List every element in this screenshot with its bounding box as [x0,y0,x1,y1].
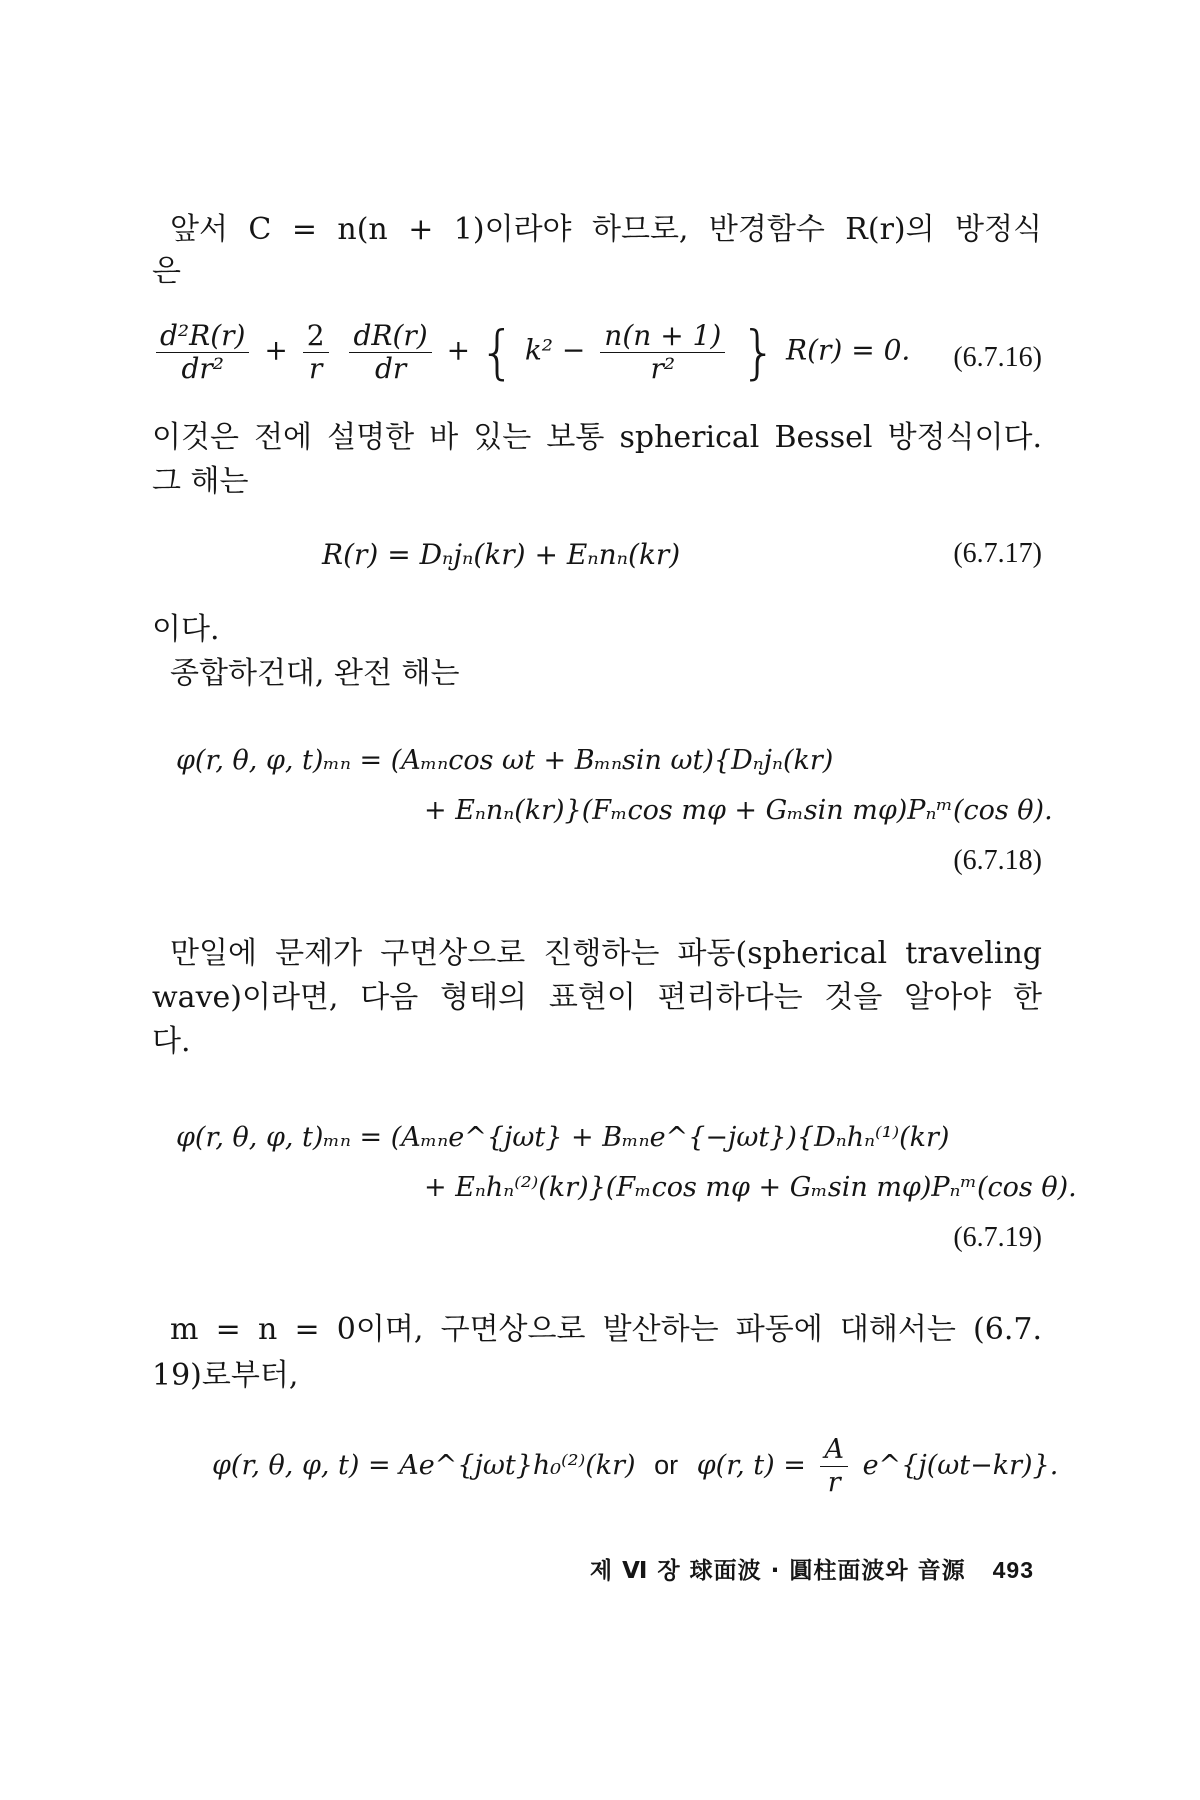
footer-page-number: 493 [992,1557,1034,1583]
equation-6-7-17: R(r) = Dₙjₙ(kr) + Eₙnₙ(kr) [322,538,681,571]
equation-radiating-wave [212,1434,1058,1499]
eq16-frac4-denominator: r² [650,351,676,385]
equation-6-7-19-line-1: φ(r, θ, φ, t)ₘₙ = (Aₘₙe^{jωt} + Bₘₙe^{−jωt}){Dₙhₙ⁽¹⁾(kr) [176,1122,950,1153]
equation-number-6-7-16: (6.7.16) [953,342,1042,373]
footer-chapter-title: 제 Ⅵ 장 球面波 · 圓柱面波와 音源 [589,1558,966,1584]
paragraph-5-line-1: 만일에 문제가 구면상으로 진행하는 파동(spherical traveling [170,936,1042,971]
equation-6-7-18-line-2: + Eₙnₙ(kr)}(Fₘcos mφ + Gₘsin mφ)Pₙᵐ(cos θ). [424,795,1053,826]
eq20-part-3: e^{j(ωt−kr)}. [862,1450,1059,1481]
eq16-frac3-numerator: dR(r) [349,320,431,353]
paragraph-6-line-2: 19)로부터, [152,1358,299,1393]
eq16-brace-open: { [479,318,516,386]
eq16-frac2-denominator: r [308,351,323,385]
equation-6-7-19-line-2: + Eₙhₙ⁽²⁾(kr)}(Fₘcos mφ + Gₘsin mφ)Pₙᵐ(cos θ). [424,1172,1077,1203]
equation-number-6-7-17: (6.7.17) [953,538,1042,569]
equation-number-6-7-18: (6.7.18) [953,845,1042,876]
equation-6-7-18-line-1: φ(r, θ, φ, t)ₘₙ = (Aₘₙcos ωt + Bₘₙsin ωt){Dₙjₙ(kr) [176,745,834,776]
equation-6-7-16 [150,318,910,386]
eq16-k-squared-minus: k² − [524,333,586,367]
eq20-part-2: φ(r, t) = [696,1450,806,1481]
eq20-or: or [654,1450,679,1480]
paragraph-1-line-2: 은 [152,254,181,289]
eq16-frac1-numerator: d²R(r) [156,320,249,353]
eq16-frac3-denominator: dr [374,351,407,385]
equation-number-6-7-19: (6.7.19) [953,1222,1042,1253]
paragraph-2-line-2: 그 해는 [152,464,249,499]
paragraph-4-line-1: 종합하건대, 완전 해는 [170,656,460,691]
eq16-frac1-denominator: dr² [181,351,224,385]
eq16-fraction-n [600,320,725,385]
eq16-plus-2: + [446,333,471,367]
page-footer [0,1552,1034,1585]
eq20-frac-denominator: r [827,1467,841,1498]
eq16-frac2-numerator: 2 [303,320,329,353]
eq16-fraction-d2R [156,320,249,385]
eq16-fraction-dR [349,320,431,385]
eq16-plus-1: + [264,333,288,367]
paragraph-5-line-2: wave)이라면, 다음 형태의 표현이 편리하다는 것을 알아야 한 [152,980,1042,1015]
paragraph-2-line-1: 이것은 전에 설명한 바 있는 보통 spherical Bessel 방정식이다. [152,420,1042,455]
eq16-frac4-numerator: n(n + 1) [600,320,725,353]
eq20-part-1: φ(r, θ, φ, t) = Ae^{jωt}h₀⁽²⁾(kr) [212,1450,636,1481]
paragraph-6-line-1: m = n = 0이며, 구면상으로 발산하는 파동에 대해서는 (6.7. [170,1312,1042,1347]
eq20-frac-numerator: A [820,1434,848,1467]
eq20-fraction-A-over-r [820,1434,848,1499]
paragraph-1-line-1: 앞서 C = n(n + 1)이라야 하므로, 반경함수 R(r)의 방정식 [170,212,1042,247]
eq16-brace-close: } [740,318,778,386]
paragraph-5-line-3: 다. [152,1024,191,1059]
paragraph-3-line-1: 이다. [152,612,220,647]
eq16-fraction-2-over-r [303,320,329,385]
eq16-tail: R(r) = 0. [786,333,911,367]
